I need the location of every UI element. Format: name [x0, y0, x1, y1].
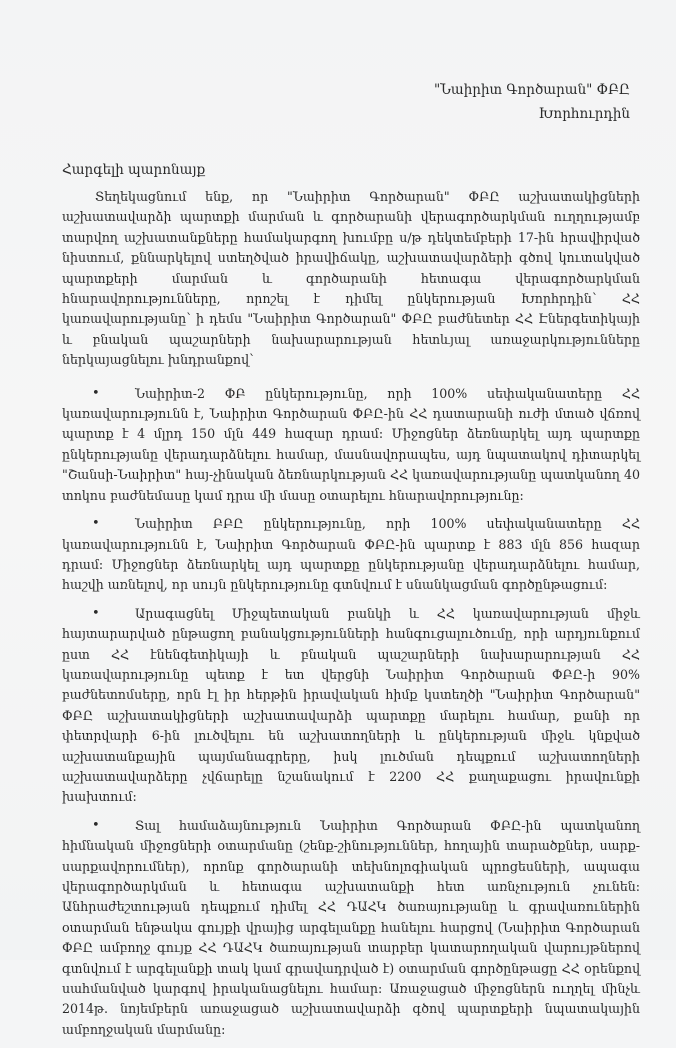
letter-body [62, 187, 640, 1048]
proposal-text: Նաիրիտ-2 ՓԲ ընկերությունը, որի 100% սեփականատերը ՀՀ կառավարությունն է, Նաիրիտ Գործարան ՓԲԸ-ին ՀՀ դատարանի ուժի մտած վճռով պարտք է 4 մլրդ 150 մլն 449 հազար դրամ: Միջոցներ ձեռնարկել այդ պարտքը ընկերությանը վերադարձնելու համար, մասնավորապես, այդ նպատակով դիտարկել "Շանսի-Նաիրիտ" հայ-չինական ձեռնարկության ՀՀ կառավարությանը պատկանող 40 տոկոս բաժնեմասը կամ դրա մի մասը օտարելու հնարավորությունը: [62, 385, 640, 503]
proposal-item [62, 816, 640, 1040]
proposal-text: Արագացնել Միջպետական բանկի և ՀՀ կառավարության միջև հայտարարված ընթացող բանակցությունների հանգուցալուծումը, որի արդյունքում ըստ ՀՀ էնենգետիկայի և բնական պաշարների նախարարության ՀՀ կառավարությունը պետք է ետ վերցնի Նաիրիտ Գործարան ՓԲԸ-ի 90% բաժնետոմսերը, որն էլ իր հերթին իրավական հիմք կստեղծի "Նաիրիտ Գործարան" ՓԲԸ աշխատակիցների աշխատավարձի պարտքը մարելու համար, քանի որ փետրվարի 6-ին լուծվելու են աշխատողների և ընկերության միջև կնքված աշխատանքային պայմանագրերը, իսկ լուծման դեպքում աշխատողների աշխատավարձերը չվճարելը նշանակում է 2200 ՀՀ քաղաքացու իրավունքի խախտում: [62, 605, 640, 805]
proposal-item [62, 384, 640, 506]
proposal-text: Նաիրիտ ԲԲԸ ընկերությունը, որի 100% սեփականատերը ՀՀ կառավարությունն է, Նաիրիտ Գործարան ՓԲԸ-ին պարտք է 883 մլն 856 հազար դրամ: Միջոցներ ձեռնարկել այդ պարտքը ընկերությանը վերադարձնելու համար, հաշվի առնելով, որ սույն ընկերությունը գտնվում է սնանկացման գործընթացում: [62, 516, 640, 593]
addressee-block [434, 78, 630, 126]
intro-paragraph: Տեղեկացնում ենք, որ "Նաիրիտ Գործարան" ՓԲԸ աշխատակիցների աշխատավարձի պարտքի մարման և գործարանի վերագործարկման ուղղությամբ տարվող աշխատանքները համակարգող խումբը ս/թ դեկտեմբերի 17-ին հրավիրված նիստում, քննարկելով ստեղծված իրավիճակը, աշխատավարձերի գծով կուտակված պարտքերի մարման և գործարանի հետագա վերագործարկման հնարավորությունները, որոշել է դիմել ընկերության Խորհրդին՝ ՀՀ կառավարությանը՝ ի դեմս "Նաիրիտ Գործարան" ՓԲԸ բաժնետեր ՀՀ Էներգետիկայի և բնական պաշարների նախարարության հետևյալ առաջարկությունները ներկայացնելու խնդրանքով՝ [62, 189, 640, 368]
addressee-recipient: Խորհուրդին [538, 106, 630, 122]
proposal-text: Տալ համաձայնություն Նաիրիտ Գործարան ՓԲԸ-ին պատկանող հիմնական միջոցների օտարմանը (շենք-շինություններ, հողային տարածքներ, սարք-սարքավորումներ), որոնք գործարանի տեխնոլոգիական պրոցեսների, ապագա վերագործարկման և հետագա աշխատանքի հետ առնչություն չունեն: Անհրաժեշտության դեպքում դիմել ՀՀ ԴԱՀԿ ծառայությանը և գրավառուներին օտարման ենթակա գույքի վրայից արգելանքը հանելու հարցով (Նաիրիտ Գործարան ՓԲԸ ամբողջ գույք ՀՀ ԴԱՀԿ ծառայության տարբեր կատարողական վարույթներով գտնվում է արգելանքի տակ կամ գրավադրված է) օտարման գործընթացը ՀՀ օրենքով սահմանված կարգով իրականացնելու համար: Առաջացած միջոցներն ուղղել մինչև 2014թ. նոյեմբերն առաջացած աշխատավարձի գծով պարտքերի նպատակային ամբողջական մարմանը: [62, 817, 640, 1037]
addressee-company: "Նաիրիտ Գործարան" ՓԲԸ [433, 82, 630, 98]
bullet-icon: • [92, 385, 100, 401]
bullet-icon: • [92, 817, 100, 833]
salutation: Հարգելի պարոնայք [62, 162, 206, 178]
proposals-list [62, 384, 640, 1041]
bullet-icon: • [92, 516, 100, 532]
proposal-item [62, 514, 640, 596]
proposal-item [62, 604, 640, 808]
bullet-icon: • [92, 605, 100, 621]
